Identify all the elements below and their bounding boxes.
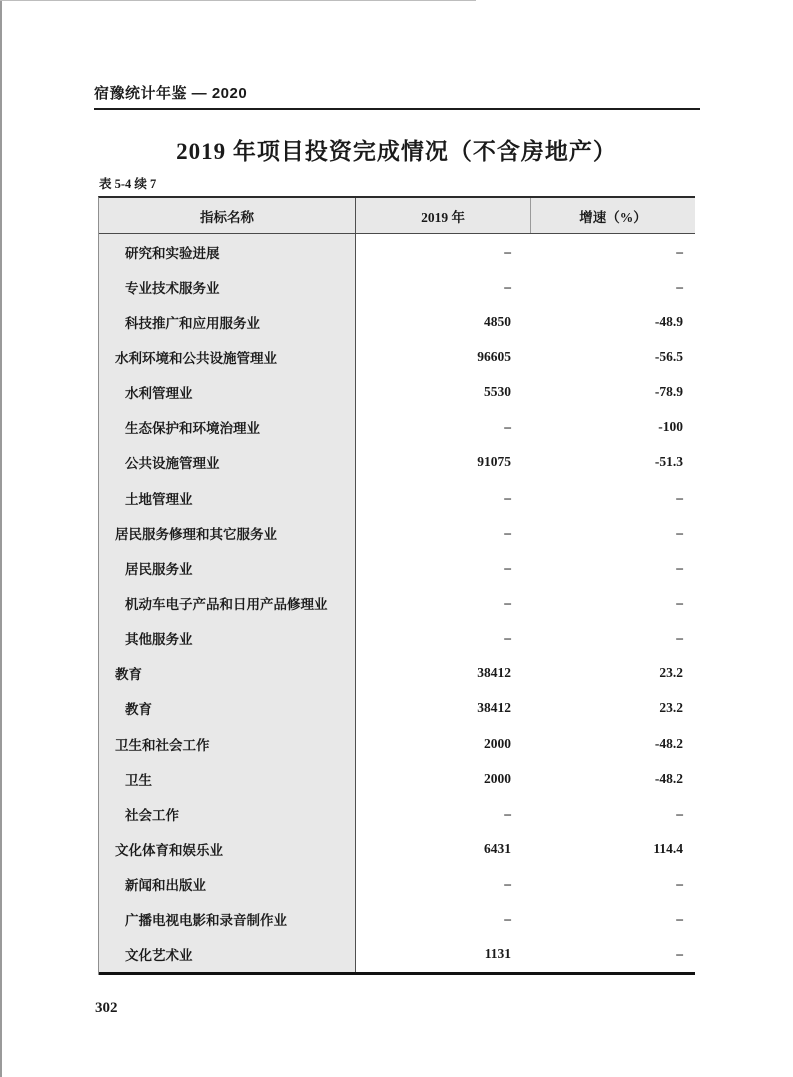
row-label: 卫生和社会工作 (99, 726, 356, 761)
table-row (99, 867, 695, 902)
row-value-growth: – (676, 946, 683, 962)
row-label: 生态保护和环境治理业 (99, 410, 356, 445)
table-row (99, 445, 695, 480)
row-label: 水利管理业 (99, 375, 356, 410)
running-head: 宿豫统计年鉴 — 2020 (94, 82, 700, 110)
table-row (99, 480, 695, 515)
table-row (99, 902, 695, 937)
row-label: 机动车电子产品和日用产品修理业 (99, 585, 356, 620)
row-value-2019: – (504, 419, 511, 435)
table-row (99, 761, 695, 796)
row-value-2019: – (504, 524, 511, 540)
row-value-2019: – (504, 559, 511, 575)
table-row (99, 515, 695, 550)
row-label: 教育 (99, 691, 356, 726)
row-value-growth: – (676, 243, 683, 259)
table-header-row (99, 198, 695, 234)
row-label: 文化体育和娱乐业 (99, 831, 356, 866)
row-label: 教育 (99, 656, 356, 691)
row-value-2019: 5530 (484, 384, 511, 400)
row-value-2019: 4850 (484, 313, 511, 329)
row-value-growth: 114.4 (653, 840, 683, 856)
table-row (99, 656, 695, 691)
table-row (99, 234, 695, 269)
row-label: 卫生 (99, 761, 356, 796)
row-label: 居民服务业 (99, 550, 356, 585)
row-value-growth: -100 (658, 419, 683, 435)
row-label: 新闻和出版业 (99, 867, 356, 902)
row-value-growth: -48.2 (654, 770, 683, 786)
table-label: 表 5-4 续 7 (99, 177, 157, 191)
row-value-growth: – (676, 876, 683, 892)
row-label: 科技推广和应用服务业 (99, 304, 356, 339)
row-value-growth: -78.9 (654, 384, 683, 400)
row-label: 居民服务修理和其它服务业 (99, 515, 356, 550)
row-value-2019: 6431 (484, 840, 511, 856)
table-row (99, 339, 695, 374)
row-value-growth: -56.5 (654, 348, 683, 364)
row-label: 水利环境和公共设施管理业 (99, 339, 356, 374)
row-value-growth: -51.3 (654, 454, 683, 470)
table-row (99, 691, 695, 726)
row-value-2019: – (504, 594, 511, 610)
row-value-2019: 91075 (477, 454, 511, 470)
table-body (99, 234, 695, 975)
row-value-growth: – (676, 559, 683, 575)
row-value-2019: 38412 (477, 665, 511, 681)
row-value-2019: – (504, 876, 511, 892)
row-value-2019: – (504, 911, 511, 927)
row-value-2019: 38412 (477, 700, 511, 716)
column-header-growth: 增速（%） (579, 209, 647, 225)
row-value-2019: 2000 (484, 735, 511, 751)
table-row (99, 937, 695, 972)
row-value-2019: – (504, 805, 511, 821)
row-value-growth: – (676, 278, 683, 294)
row-label: 文化艺术业 (99, 937, 356, 972)
table-row (99, 550, 695, 585)
table-row (99, 621, 695, 656)
row-value-growth: – (676, 489, 683, 505)
row-value-growth: – (676, 630, 683, 646)
column-header-indicator: 指标名称 (99, 198, 356, 233)
row-label: 专业技术服务业 (99, 269, 356, 304)
row-value-growth: -48.2 (654, 735, 683, 751)
page-number: 302 (95, 1000, 118, 1016)
row-value-2019: 1131 (484, 946, 511, 962)
row-label: 其他服务业 (99, 621, 356, 656)
row-value-2019: – (504, 489, 511, 505)
row-label: 研究和实验进展 (99, 234, 356, 269)
row-value-growth: – (676, 911, 683, 927)
row-label: 公共设施管理业 (99, 445, 356, 480)
table-row (99, 269, 695, 304)
table-row (99, 410, 695, 445)
table-row (99, 831, 695, 866)
table-row (99, 726, 695, 761)
row-value-growth: – (676, 524, 683, 540)
row-value-2019: – (504, 243, 511, 259)
table-row (99, 796, 695, 831)
table-row (99, 304, 695, 339)
row-label: 土地管理业 (99, 480, 356, 515)
scan-edge-top (0, 0, 476, 1)
statistics-table (98, 196, 695, 975)
row-label: 社会工作 (99, 796, 356, 831)
row-value-2019: 96605 (477, 348, 511, 364)
column-header-2019: 2019 年 (356, 198, 531, 233)
row-value-2019: – (504, 278, 511, 294)
row-value-growth: 23.2 (659, 700, 683, 716)
row-value-2019: – (504, 630, 511, 646)
row-label: 广播电视电影和录音制作业 (99, 902, 356, 937)
table-row (99, 375, 695, 410)
row-value-growth: 23.2 (659, 665, 683, 681)
row-value-2019: 2000 (484, 770, 511, 786)
row-value-growth: – (676, 805, 683, 821)
page-title: 2019 年项目投资完成情况（不含房地产） (176, 139, 617, 164)
row-value-growth: -48.9 (654, 313, 683, 329)
row-value-growth: – (676, 594, 683, 610)
table-row (99, 585, 695, 620)
